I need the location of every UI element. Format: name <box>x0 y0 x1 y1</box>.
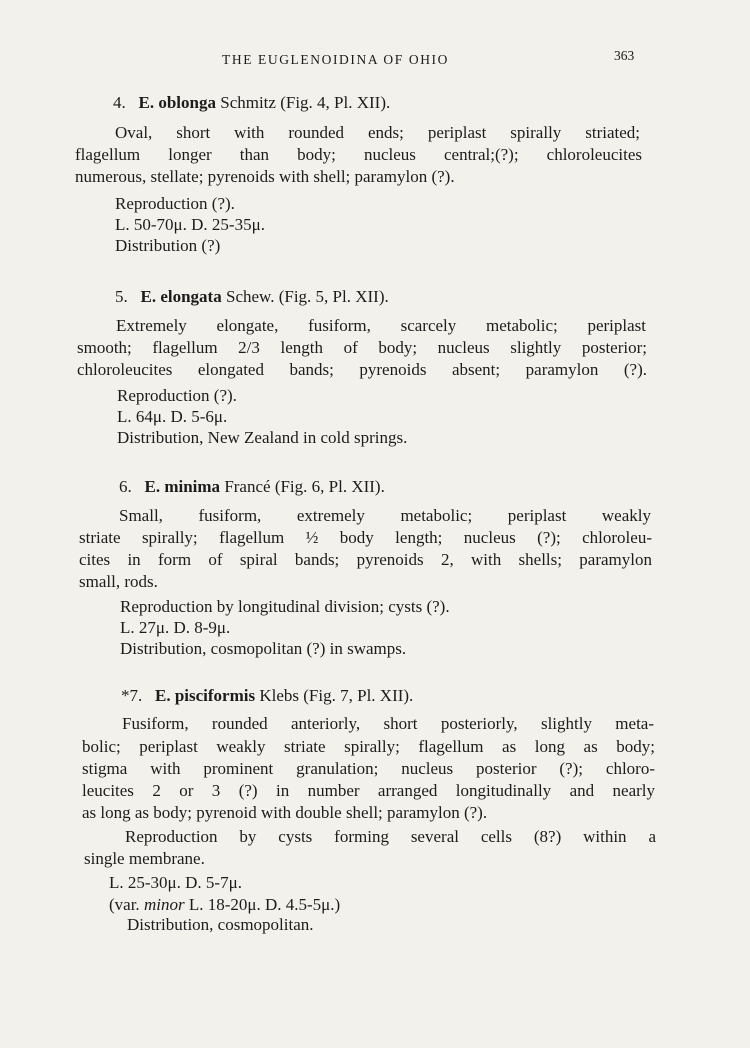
page-number: 363 <box>614 48 635 63</box>
description-line: small, rods. <box>79 572 158 591</box>
dimensions-text: L. 27μ. D. 8-9μ. <box>120 618 231 637</box>
species-authority: Francé (Fig. 6, Pl. XII). <box>224 477 385 496</box>
description-line: flagellum longer than body; nucleus central;(?); chloroleucites <box>75 145 642 164</box>
description-line: as long as body; pyrenoid with double shell; paramylon (?). <box>82 803 488 822</box>
distribution-text: Distribution, cosmopolitan. <box>127 915 314 934</box>
variety-name: minor <box>143 895 185 914</box>
description-line: Extremely elongate, fusiform, scarcely metabolic; periplast <box>116 316 646 335</box>
species-number: 4. <box>113 93 126 112</box>
species-name: E. pisciformis <box>155 686 256 705</box>
dimensions-text: L. 25-30μ. D. 5-7μ. <box>109 873 242 892</box>
description-line: smooth; flagellum 2/3 length of body; nucleus slightly posterior; <box>77 338 647 357</box>
description-line: numerous, stellate; pyrenoids with shell; paramylon (?). <box>75 167 455 186</box>
description-line: stigma with prominent granulation; nucleus posterior (?); chloro- <box>82 759 655 778</box>
description-line: striate spirally; flagellum ½ body length; nucleus (?); chloroleu- <box>79 528 652 547</box>
reproduction-text: Reproduction (?). <box>117 386 237 405</box>
dimensions-text: L. 50-70μ. D. 25-35μ. <box>115 215 265 234</box>
running-head <box>0 48 750 72</box>
reproduction-text: Reproduction by longitudinal division; cysts (?). <box>120 597 450 616</box>
variety-dimensions <box>109 894 340 916</box>
species-number: *7. <box>121 686 143 705</box>
species-heading <box>119 476 385 498</box>
description-line: chloroleucites elongated bands; pyrenoids absent; paramylon (?). <box>77 360 647 379</box>
species-heading <box>121 685 413 707</box>
description-line: cites in form of spiral bands; pyrenoids 2, with shells; paramylon <box>79 550 652 569</box>
reproduction-text: single membrane. <box>84 849 205 868</box>
species-name: E. oblonga <box>138 93 216 112</box>
distribution-text: Distribution, cosmopolitan (?) in swamps. <box>120 639 407 658</box>
species-authority: Schmitz (Fig. 4, Pl. XII). <box>220 93 391 112</box>
distribution-text: Distribution, New Zealand in cold springs. <box>117 428 408 447</box>
variety-dims: L. 18-20μ. D. 4.5-5μ.) <box>188 895 341 914</box>
dimensions-text: L. 64μ. D. 5-6μ. <box>117 407 228 426</box>
variety-open: (var. <box>109 895 140 914</box>
description-line: leucites 2 or 3 (?) in number arranged longitudinally and nearly <box>82 781 655 800</box>
species-authority: Klebs (Fig. 7, Pl. XII). <box>259 686 414 705</box>
description-line: Small, fusiform, extremely metabolic; periplast weakly <box>119 506 651 525</box>
description-line: Fusiform, rounded anteriorly, short posteriorly, slightly meta- <box>122 714 654 733</box>
species-authority: Schew. (Fig. 5, Pl. XII). <box>225 287 389 306</box>
species-heading <box>113 92 390 114</box>
reproduction-text: Reproduction by cysts forming several cells (8?) within a <box>125 827 656 846</box>
running-title: THE EUGLENOIDINA OF OHIO <box>222 52 449 67</box>
species-number: 6. <box>119 477 132 496</box>
species-number: 5. <box>115 287 128 306</box>
species-heading <box>115 286 389 308</box>
distribution-text: Distribution (?) <box>115 236 221 255</box>
description-line: Oval, short with rounded ends; periplast spirally striated; <box>115 123 640 142</box>
description-line: bolic; periplast weakly striate spirally; flagellum as long as body; <box>82 737 655 756</box>
reproduction-text: Reproduction (?). <box>115 194 235 213</box>
species-name: E. elongata <box>140 287 222 306</box>
species-name: E. minima <box>144 477 221 496</box>
